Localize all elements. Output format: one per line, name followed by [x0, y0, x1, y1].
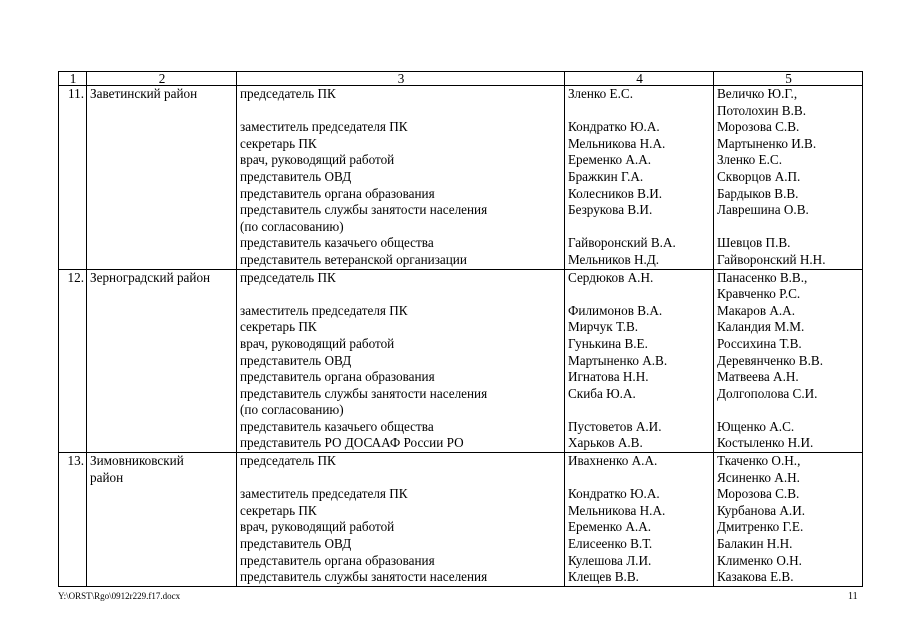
commission-role: представитель органа образования	[240, 369, 435, 385]
member-name	[568, 219, 711, 236]
reserve-member-name: Скворцов А.П.	[717, 168, 801, 184]
column-number: 5	[714, 72, 863, 86]
member-name	[568, 103, 711, 120]
reserve-member-name: Мартыненко И.В.	[717, 135, 817, 151]
reserve-member-name: Клименко О.Н.	[717, 552, 802, 568]
footer-page-number: 11	[848, 591, 858, 602]
column-number: 2	[87, 72, 237, 86]
reserve-member-name: Потолохин В.В.	[717, 102, 806, 118]
reserve-member-name: Ткаченко О.Н.,	[717, 453, 801, 469]
reserve-member-name: Панасенко В.В.,	[717, 269, 808, 285]
commission-role: секретарь ПК	[240, 319, 317, 335]
reserve-member-name: Величко Ю.Г.,	[717, 86, 798, 101]
member-name: Мельникова Н.А.	[568, 502, 666, 518]
reserve-member-name: Ющенко А.С.	[717, 418, 795, 434]
member-name: Филимонов В.А.	[568, 302, 663, 318]
commission-role: (по согласованию)	[240, 402, 344, 418]
member-name: Мирчук Т.В.	[568, 319, 639, 335]
reserve-member-name: Шевцов П.В.	[717, 235, 791, 251]
member-name: Безрукова В.И.	[568, 202, 653, 218]
reserve-member-name: Зленко Е.С.	[717, 152, 782, 168]
reserve-member-name: Дмитренко Г.Е.	[717, 519, 804, 535]
commission-role: секретарь ПК	[240, 135, 317, 151]
commission-role: представитель службы занятости населения	[240, 202, 488, 218]
reserve-member-name: Лаврешина О.В.	[717, 202, 809, 218]
reserve-member-name: Морозова С.В.	[717, 486, 800, 502]
commission-table	[58, 71, 863, 587]
member-name-cell	[565, 269, 714, 453]
reserve-member-name: Матвеева А.Н.	[717, 369, 799, 385]
commission-role: председатель ПК	[240, 86, 336, 101]
member-name: Сердюков А.Н.	[568, 269, 654, 285]
member-name: Кулешова Л.И.	[568, 552, 652, 568]
district-name	[87, 86, 237, 270]
column-number: 4	[565, 72, 714, 86]
commission-role: заместитель председателя ПК	[240, 302, 408, 318]
member-name-cell	[565, 86, 714, 270]
commission-role: (по согласованию)	[240, 218, 344, 234]
reserve-member-name: Казакова Е.В.	[717, 569, 794, 585]
reserve-member-name	[717, 402, 860, 419]
member-name: Клещев В.В.	[568, 569, 639, 585]
commission-role-cell	[237, 86, 565, 270]
commission-role: представитель службы занятости населения	[240, 385, 488, 401]
member-name: Ивахненко А.А.	[568, 453, 658, 469]
member-name: Зленко Е.С.	[568, 86, 633, 101]
reserve-member-name: Каландия М.М.	[717, 319, 805, 335]
member-name: Мартыненко А.В.	[568, 352, 668, 368]
member-name	[568, 470, 711, 487]
member-name	[568, 402, 711, 419]
commission-role: врач, руководящий работой	[240, 152, 395, 168]
reserve-member-name: Макаров А.А.	[717, 302, 795, 318]
reserve-member-name: Долгополова С.И.	[717, 385, 818, 401]
row-number: 11.	[59, 86, 87, 270]
district-row	[59, 453, 863, 587]
reserve-member-name-cell	[714, 86, 863, 270]
commission-role	[240, 470, 562, 487]
reserve-member-name: Морозова С.В.	[717, 119, 800, 135]
reserve-member-name-cell	[714, 453, 863, 587]
member-name: Гайворонский В.А.	[568, 235, 676, 251]
commission-role: председатель ПК	[240, 269, 336, 285]
member-name: Мельникова Н.А.	[568, 135, 666, 151]
reserve-member-name: Деревянченко В.В.	[717, 352, 823, 368]
member-name: Бражкин Г.А.	[568, 168, 644, 184]
reserve-member-name: Гайворонский Н.Н.	[717, 251, 826, 267]
commission-role: заместитель председателя ПК	[240, 119, 408, 135]
commission-role: представитель службы занятости населения	[240, 569, 488, 585]
district-name-line: Зимовниковский	[90, 453, 184, 469]
commission-role: представитель органа образования	[240, 185, 435, 201]
commission-role	[240, 286, 562, 303]
commission-role: заместитель председателя ПК	[240, 486, 408, 502]
reserve-member-name: Балакин Н.Н.	[717, 536, 793, 552]
commission-role-cell	[237, 453, 565, 587]
member-name: Скиба Ю.А.	[568, 385, 636, 401]
commission-role: представитель органа образования	[240, 552, 435, 568]
member-name: Кондратко Ю.А.	[568, 486, 660, 502]
district-name-line: Зерноградский район	[90, 269, 211, 285]
commission-role: представитель ОВД	[240, 168, 352, 184]
commission-role-cell	[237, 269, 565, 453]
commission-role: врач, руководящий работой	[240, 519, 395, 535]
member-name: Харьков А.В.	[568, 435, 643, 451]
member-name: Еременко А.А.	[568, 152, 652, 168]
commission-role	[240, 103, 562, 120]
column-number-row	[59, 72, 863, 86]
reserve-member-name: Россихина Т.В.	[717, 335, 802, 351]
member-name	[568, 286, 711, 303]
member-name: Колесников В.И.	[568, 185, 663, 201]
row-number: 12.	[59, 269, 87, 453]
commission-role: представитель ветеранской организации	[240, 251, 467, 267]
district-row	[59, 86, 863, 270]
row-number: 13.	[59, 453, 87, 587]
commission-role: представитель РО ДОСААФ России РО	[240, 435, 464, 451]
commission-role: председатель ПК	[240, 453, 336, 469]
commission-role: секретарь ПК	[240, 502, 317, 518]
reserve-member-name-cell	[714, 269, 863, 453]
member-name: Гунькина В.Е.	[568, 335, 648, 351]
member-name: Еременко А.А.	[568, 519, 652, 535]
commission-role: представитель казачьего общества	[240, 418, 434, 434]
column-number: 3	[237, 72, 565, 86]
member-name: Игнатова Н.Н.	[568, 369, 649, 385]
member-name: Пустоветов А.И.	[568, 418, 662, 434]
commission-role: представитель ОВД	[240, 352, 352, 368]
district-name-line: район	[90, 469, 124, 485]
reserve-member-name	[717, 219, 860, 236]
reserve-member-name: Кравченко Р.С.	[717, 286, 801, 302]
reserve-member-name: Курбанова А.И.	[717, 502, 806, 518]
district-name-line: Заветинский район	[90, 86, 198, 101]
commission-role: представитель казачьего общества	[240, 235, 434, 251]
member-name: Елисеенко В.Т.	[568, 536, 653, 552]
footer-file-path: Y:\ORST\Rgo\0912r229.f17.docx	[58, 591, 181, 601]
district-name	[87, 269, 237, 453]
commission-role: представитель ОВД	[240, 536, 352, 552]
member-name: Кондратко Ю.А.	[568, 119, 660, 135]
reserve-member-name: Костыленко Н.И.	[717, 435, 814, 451]
district-name	[87, 453, 237, 587]
reserve-member-name: Бардыков В.В.	[717, 185, 799, 201]
commission-role: врач, руководящий работой	[240, 335, 395, 351]
column-number: 1	[59, 72, 87, 86]
reserve-member-name: Ясиненко А.Н.	[717, 469, 800, 485]
member-name: Мельников Н.Д.	[568, 251, 660, 267]
member-name-cell	[565, 453, 714, 587]
district-row	[59, 269, 863, 453]
